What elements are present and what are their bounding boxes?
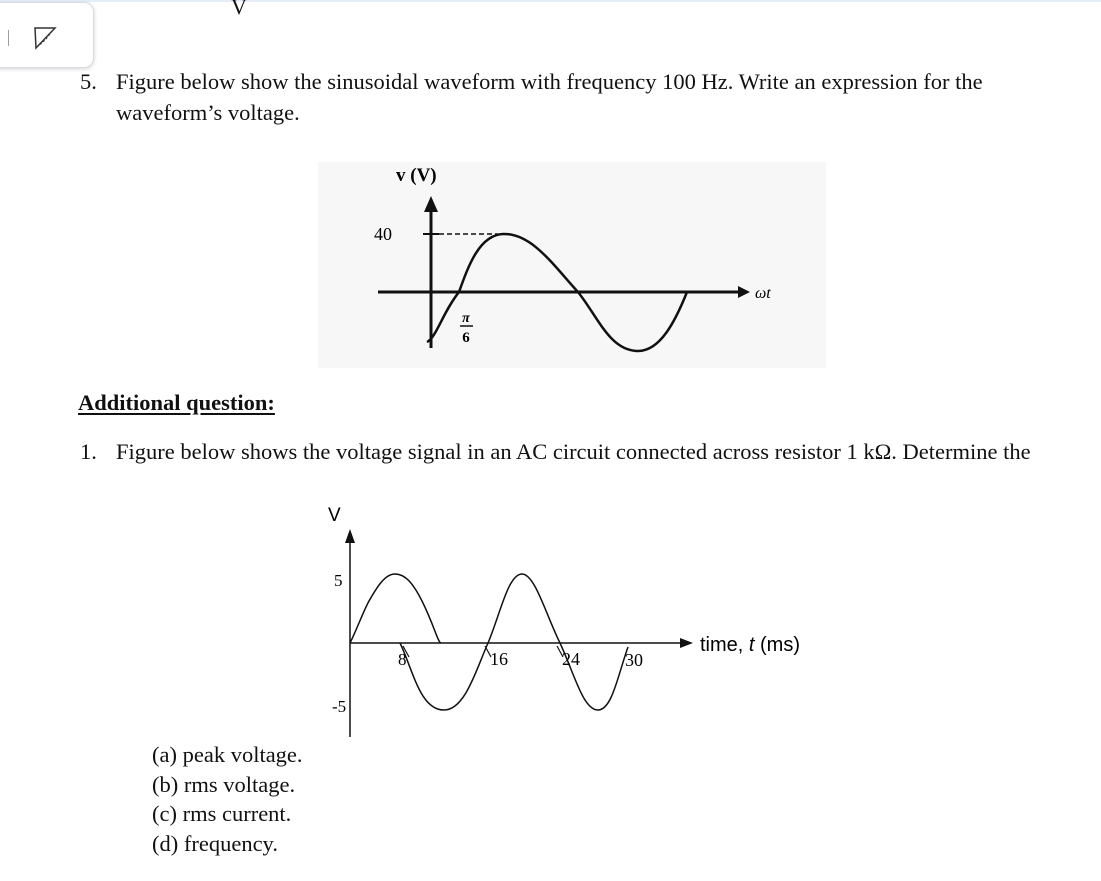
y-axis-arrow bbox=[345, 529, 355, 543]
additional-question-heading: Additional question: bbox=[78, 390, 275, 415]
drag-handle[interactable] bbox=[8, 30, 9, 46]
top-border bbox=[0, 0, 1101, 2]
x-axis-label-var: t bbox=[748, 634, 755, 656]
y-axis-arrow bbox=[424, 196, 438, 212]
x-axis-arrow bbox=[680, 638, 693, 648]
question-number: 5. bbox=[80, 69, 97, 94]
x-axis-label-suffix: (ms) bbox=[754, 634, 801, 656]
wave-negative-cycle-1 bbox=[400, 643, 488, 710]
y-axis-label: v (V) bbox=[396, 165, 437, 186]
list-item: (b) rms voltage. bbox=[152, 771, 296, 797]
x-axis-label-prefix: time, bbox=[700, 634, 749, 656]
freeform-shape-icon[interactable] bbox=[32, 25, 58, 51]
wave-positive-cycle-2 bbox=[488, 574, 560, 643]
sub-question-list bbox=[152, 740, 303, 858]
y-max-label: 5 bbox=[334, 571, 343, 590]
list-item: (c) rms current. bbox=[152, 801, 292, 826]
peak-label: 40 bbox=[374, 224, 392, 244]
x-tick-label-30: 30 bbox=[625, 650, 643, 670]
question-text: Figure below show the sinusoidal waveform with frequency 100 Hz. Write an expression for the waveform’s voltage. bbox=[116, 69, 983, 125]
y-axis-label: V bbox=[328, 505, 341, 526]
list-item: (a) peak voltage. bbox=[152, 742, 303, 767]
x-axis-label bbox=[700, 634, 800, 656]
y-min-label: -5 bbox=[332, 697, 347, 716]
floating-tool-panel[interactable] bbox=[0, 2, 94, 68]
x-axis-label: ωt bbox=[755, 285, 771, 302]
previous-page-fragment: V bbox=[231, 0, 247, 19]
sinusoidal-waveform-figure bbox=[318, 162, 826, 368]
x-tick-label-24: 24 bbox=[562, 649, 580, 669]
phase-numerator: π bbox=[462, 311, 470, 326]
wave-positive-cycle-1 bbox=[350, 574, 441, 643]
question-text: Figure below shows the voltage signal in an AC circuit connected across resistor 1 kΩ. Determine the bbox=[116, 439, 1031, 464]
voltage-signal-figure bbox=[310, 505, 850, 745]
x-tick-label-8: 8 bbox=[398, 650, 407, 669]
x-axis-arrow bbox=[738, 286, 750, 298]
x-tick-label-16: 16 bbox=[490, 649, 508, 669]
list-item: (d) frequency. bbox=[152, 830, 278, 856]
phase-denominator: 6 bbox=[462, 330, 470, 346]
question-number: 1. bbox=[80, 439, 97, 464]
